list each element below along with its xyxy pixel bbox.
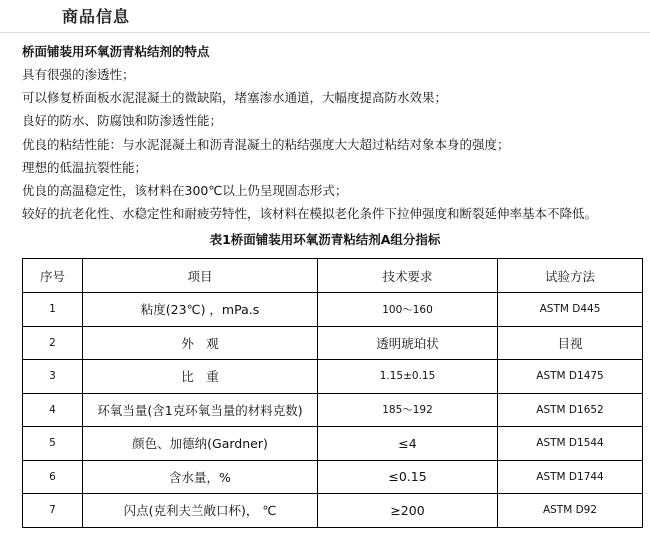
cell-index: 2 (23, 326, 83, 360)
column-header-item: 项目 (83, 259, 318, 293)
cell-method: ASTM D1652 (498, 393, 643, 427)
table-caption: 表1桥面铺装用环氧沥青粘结剂A组分指标 (209, 232, 441, 247)
table-row (23, 360, 643, 394)
cell-requirement: ≤4 (318, 427, 498, 461)
column-header-requirement: 技术要求 (318, 259, 498, 293)
feature-line: 具有很强的渗透性； (22, 67, 135, 82)
cell-index: 6 (23, 460, 83, 494)
cell-item: 比 重 (83, 360, 318, 394)
cell-item: 颜色、加德纳(Gardner) (83, 427, 318, 461)
cell-index: 1 (23, 293, 83, 327)
cell-requirement: 1.15±0.15 (318, 360, 498, 394)
cell-item: 闪点(克利夫兰敞口杯)， ℃ (83, 494, 318, 528)
cell-method: ASTM D1744 (498, 460, 643, 494)
table-row (23, 326, 643, 360)
cell-method: ASTM D92 (498, 494, 643, 528)
cell-index: 7 (23, 494, 83, 528)
feature-line: 优良的高温稳定性，该材料在300℃以上仍呈现固态形式； (22, 182, 348, 198)
feature-line: 良好的防水、防腐蚀和防渗透性能； (22, 113, 223, 129)
table-row (23, 293, 643, 327)
cell-requirement: 透明琥珀状 (318, 326, 498, 360)
cell-index: 4 (23, 393, 83, 427)
cell-item: 含水量，% (83, 460, 318, 494)
cell-requirement: 100～160 (318, 293, 498, 327)
table-row (23, 460, 643, 494)
feature-line: 理想的低温抗裂性能； (22, 159, 148, 175)
cell-method: ASTM D445 (498, 293, 643, 327)
table-row (23, 393, 643, 427)
cell-requirement: 185～192 (318, 393, 498, 427)
cell-requirement: ≤0.15 (318, 460, 498, 494)
feature-line: 较好的抗老化性、水稳定性和耐疲劳特性，该材料在模拟老化条件下拉伸强度和断裂延伸率基本不降低。 (22, 206, 598, 222)
header-bar (0, 0, 650, 33)
cell-method: 目视 (498, 326, 643, 360)
cell-item: 外 观 (83, 326, 318, 360)
feature-line: 优良的粘结性能：与水泥混凝土和沥青混凝土的粘结强度大大超过粘结对象本身的强度； (22, 136, 510, 152)
cell-method: ASTM D1475 (498, 360, 643, 394)
page-title: 商品信息 (62, 7, 131, 26)
spec-table (22, 258, 643, 528)
cell-index: 3 (23, 360, 83, 394)
table-row (23, 427, 643, 461)
features-heading: 桥面铺装用环氧沥青粘结剂的特点 (22, 44, 210, 59)
feature-line: 可以修复桥面板水泥混凝土的微缺陷，堵塞渗水通道，大幅度提高防水效果； (22, 90, 448, 106)
cell-item: 环氧当量(含1克环氧当量的材料克数) (83, 393, 318, 427)
cell-item: 粘度(23℃) ，mPa.s (83, 293, 318, 327)
table-row (23, 494, 643, 528)
cell-method: ASTM D1544 (498, 427, 643, 461)
column-header-index: 序号 (23, 259, 83, 293)
features-list (22, 63, 642, 225)
table-header-row (23, 259, 643, 293)
column-header-method: 试验方法 (498, 259, 643, 293)
cell-index: 5 (23, 427, 83, 461)
cell-requirement: ≥200 (318, 494, 498, 528)
